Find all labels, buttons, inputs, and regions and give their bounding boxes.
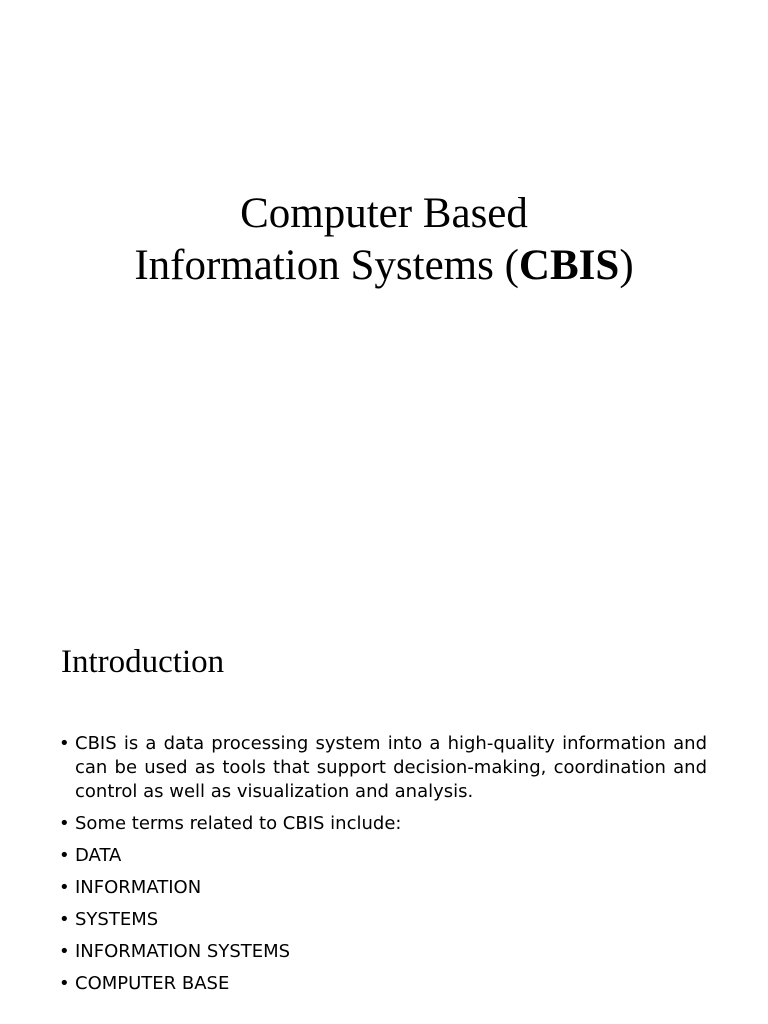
bullet-item-information-systems: • INFORMATION SYSTEMS: [58, 940, 707, 964]
bullet-item-information: • INFORMATION: [58, 876, 707, 900]
bullet-item-computer-base: • COMPUTER BASE: [58, 972, 707, 996]
bullet-item-definition: • CBIS is a data processing system into a high-quality information and can be used as tools that support decision-making, coordination and control as well as visualization and analysis.: [58, 732, 707, 804]
bullet-item-systems: • SYSTEMS: [58, 908, 707, 932]
slide-heading: Introduction: [61, 644, 225, 680]
title-abbreviation: CBIS: [518, 242, 620, 289]
title-suffix: ): [619, 242, 634, 289]
bullet-item-data: • DATA: [58, 844, 707, 868]
title-line-2: [0, 240, 768, 292]
introduction-slide: [0, 578, 768, 1024]
title-line-1: Computer Based: [240, 190, 528, 237]
slide-title: [0, 188, 768, 292]
bullet-list: [58, 732, 707, 1004]
bullet-item-terms: • Some terms related to CBIS include:: [58, 812, 707, 836]
title-prefix: Information Systems (: [134, 242, 519, 289]
